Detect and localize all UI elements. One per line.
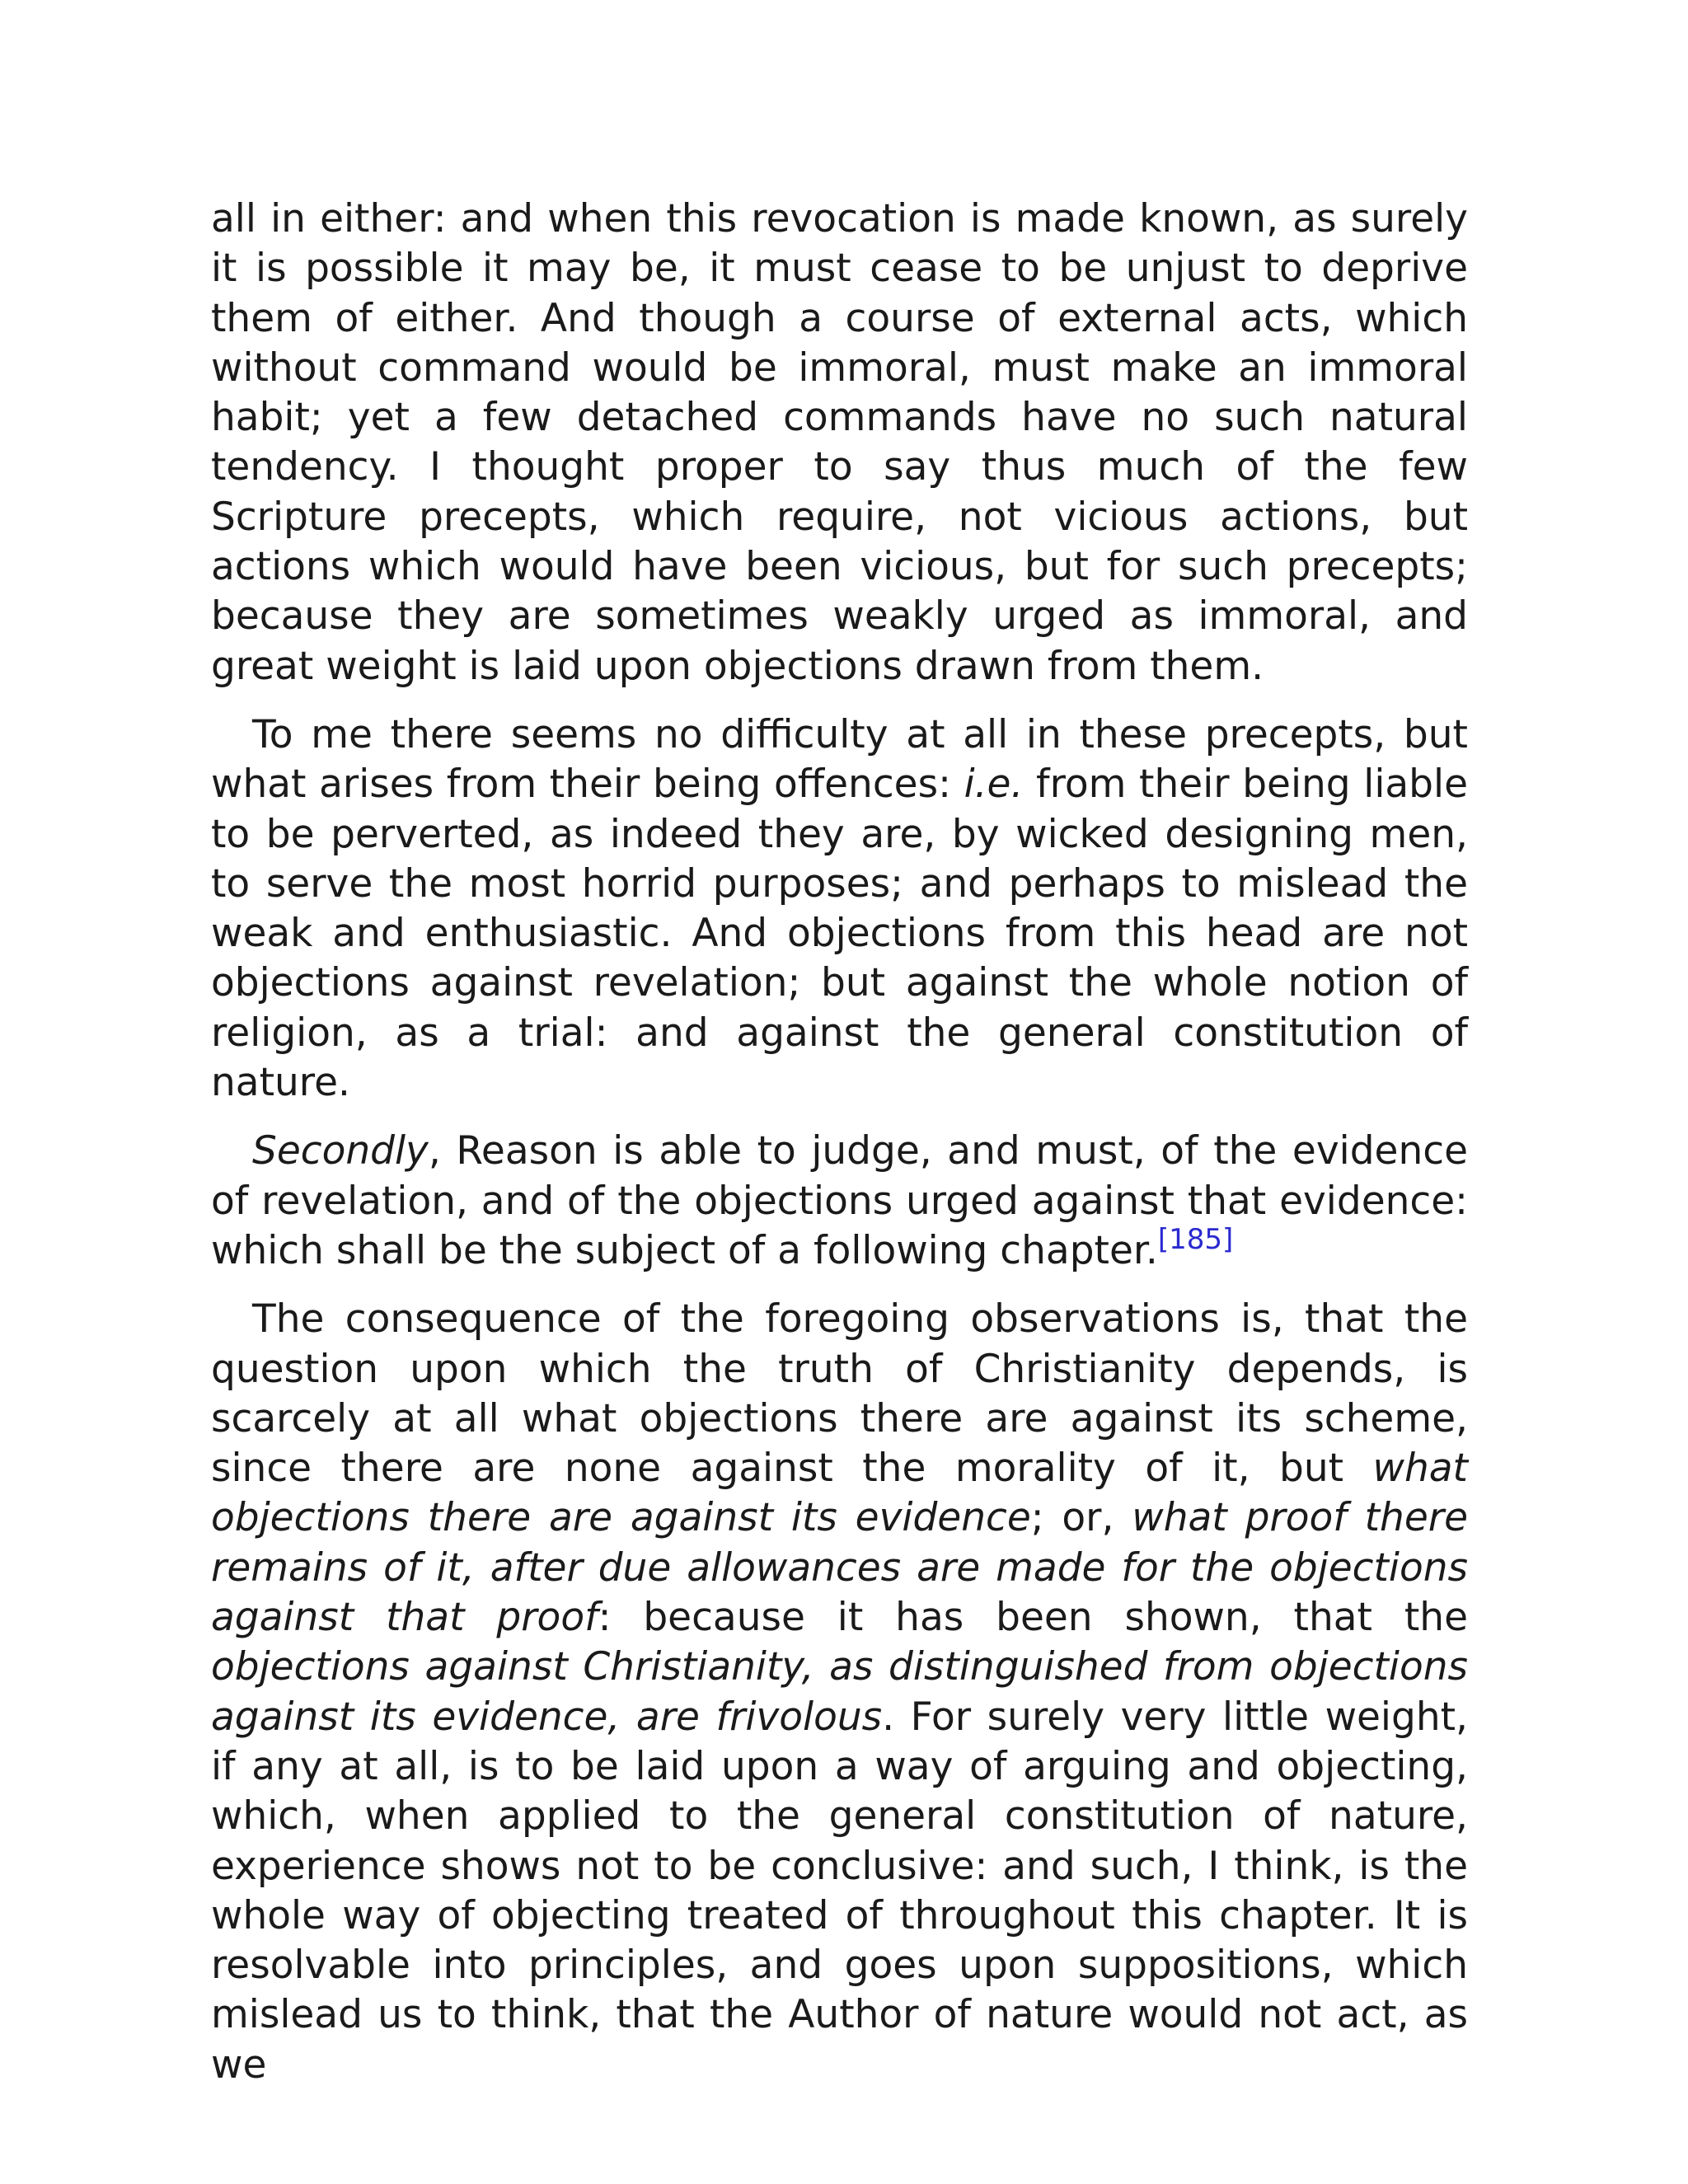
text-segment: : because it has been shown, that the (598, 1595, 1468, 1641)
italic-phrase: what objections there are against its evidence (211, 1446, 1468, 1541)
text-segment: , Reason is able to judge, and must, of the evidence of revelation, and of the objections urged against that evidence: which shall be the subject of a following chapter. (211, 1128, 1468, 1273)
paragraph-4 (211, 1295, 1468, 2090)
text-segment: The consequence of the foregoing observations is, that the question upon which the truth of Christianity depends, is scarcely at all what objections there are against its scheme, since there are none against the morality of it, but (211, 1296, 1468, 1492)
italic-phrase: objections against Christianity, as distinguished from objections against its evidence, are frivolous (211, 1644, 1468, 1740)
text-segment: from their being liable to be perverted, as indeed they are, by wicked designing men, to serve the most horrid purposes; and perhaps to mislead the weak and enthusiastic. And objections from this head are not objections against revelation; but against the whole notion of religion, as a trial: and against the general constitution of nature. (211, 762, 1468, 1106)
footnote-link-185[interactable]: [185] (1157, 1222, 1234, 1256)
paragraph-1 (211, 194, 1468, 691)
italic-secondly: Secondly (252, 1128, 429, 1174)
italic-abbreviation: i.e. (964, 762, 1024, 808)
paragraph-2 (211, 710, 1468, 1108)
text-segment: all in either: and when this revocation is made known, as surely it is possible it may be, it must cease to be unjust to deprive them of either. And though a course of external acts, which without command would be immoral, must make an immoral habit; yet a few detached commands have no such natural tendency. I thought proper to say thus much of the few Scripture precepts, which require, not vicious actions, but actions which would have been vicious, but for such precepts; because they are sometimes weakly urged as immoral, and great weight is laid upon objections drawn from them. (211, 196, 1468, 689)
paragraph-3 (211, 1127, 1468, 1276)
italic-phrase: what proof there remains of it, after due allowances are made for the objections against that proof (211, 1495, 1468, 1641)
text-segment: ; or, (1030, 1495, 1132, 1541)
text-segment: . For surely very little weight, if any at all, is to be laid upon a way of arguing and objecting, which, when applied to the general constitution of nature, experience shows not to be conclusive: and such, I think, is the whole way of objecting treated of throughout this chapter. It is resolvable into principles, and goes upon suppositions, which mislead us to think, that the Author of nature would not act, as we (211, 1694, 1468, 2088)
document-page (211, 194, 1468, 2109)
text-segment: To me there seems no difficulty at all in these precepts, but what arises from their being offences: (211, 711, 1468, 808)
